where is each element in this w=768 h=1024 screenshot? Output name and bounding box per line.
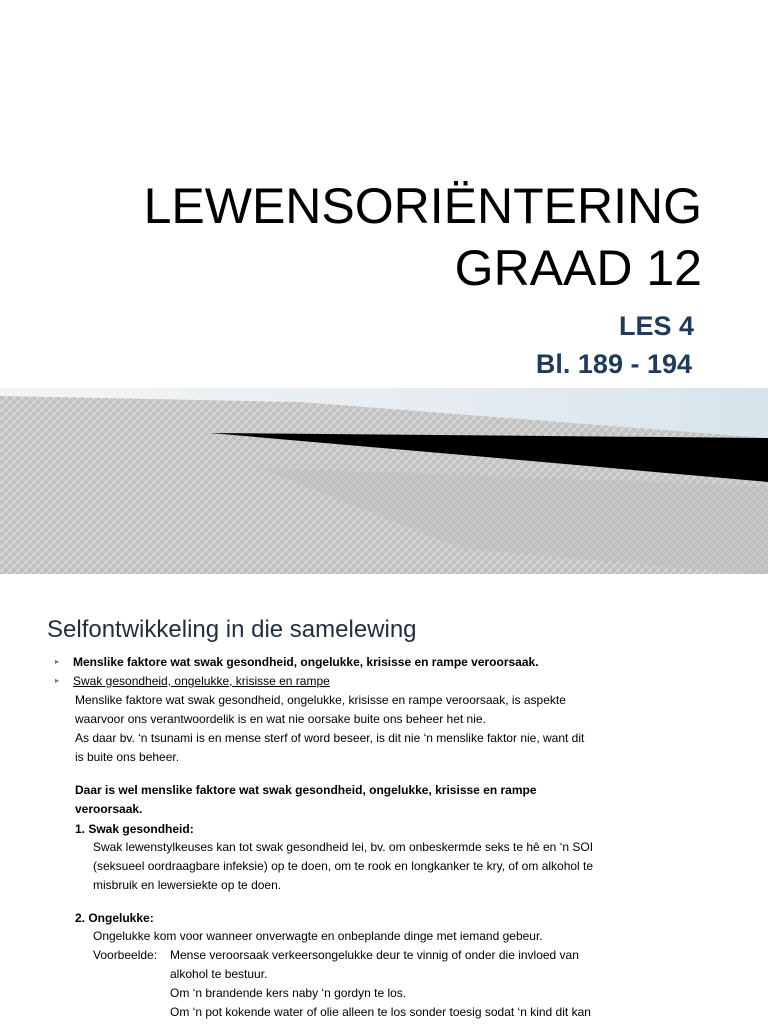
paragraph-line: As daar bv. ‘n tsunami is en mense sterf of word beseer, is dit nie ‘n menslike faktor nie, want dit [75, 731, 585, 745]
item-1-heading: 1. Swak gesondheid: [75, 822, 194, 836]
title-line-1: LEWENSORIËNTERING [143, 178, 702, 234]
paragraph-line: Menslike faktore wat swak gesondheid, ongelukke, krisisse en rampe veroorsaak, is aspekte [75, 693, 566, 707]
example-line: alkohol te bestuur. [170, 967, 268, 981]
item-1-line: Swak lewenstylkeuses kan tot swak gesondheid lei, bv. om onbeskermde seks te hê en ‘n SOI [93, 840, 594, 854]
example-line: Om ‘n brandende kers naby ‘n gordyn te los. [170, 986, 407, 1000]
subtitle-lesson: LES 4 [618, 311, 694, 341]
item-2-heading: 2. Ongelukke: [75, 911, 154, 925]
decorative-band [0, 388, 768, 576]
bullet-2-heading: Swak gesondheid, ongelukke, krisisse en rampe [73, 674, 330, 688]
title-line-2: GRAAD 12 [454, 240, 702, 296]
bullet-1-text: Menslike faktore wat swak gesondheid, ongelukke, krisisse en rampe veroorsaak. [73, 655, 539, 669]
item-1-line: (seksueel oordraagbare infeksie) op te doen, om te rook en longkanker te kry, of om alkohol te [93, 859, 594, 873]
subtitle-pages: Bl. 189 - 194 [535, 349, 692, 379]
item-1-line: misbruik en lewersiekte op te doen. [93, 878, 282, 892]
examples-label: Voorbeelde: [93, 948, 158, 962]
example-line: Om ‘n pot kokende water of olie alleen te los sonder toesig sodat ‘n kind dit kan [170, 1005, 591, 1019]
content-slide-title: Selfontwikkeling in die samelewing [47, 616, 417, 643]
bold-paragraph-line: Daar is wel menslike faktore wat swak gesondheid, ongelukke, krisisse en rampe [75, 783, 537, 797]
content-slide [0, 576, 768, 1024]
bullet-icon: ▸ [55, 676, 60, 685]
bold-paragraph-line: veroorsaak. [75, 802, 143, 816]
paragraph-line: is buite ons beheer. [75, 750, 180, 764]
item-2-line: Ongelukke kom voor wanneer onverwagte en onbeplande dinge met iemand gebeur. [93, 929, 543, 943]
paragraph-line: waarvoor ons verantwoordelik is en wat nie oorsake buite ons beheer het nie. [75, 712, 486, 726]
bullet-icon: ▸ [55, 657, 60, 666]
example-line: Mense veroorsaak verkeersongelukke deur te vinnig of onder die invloed van [170, 948, 579, 962]
